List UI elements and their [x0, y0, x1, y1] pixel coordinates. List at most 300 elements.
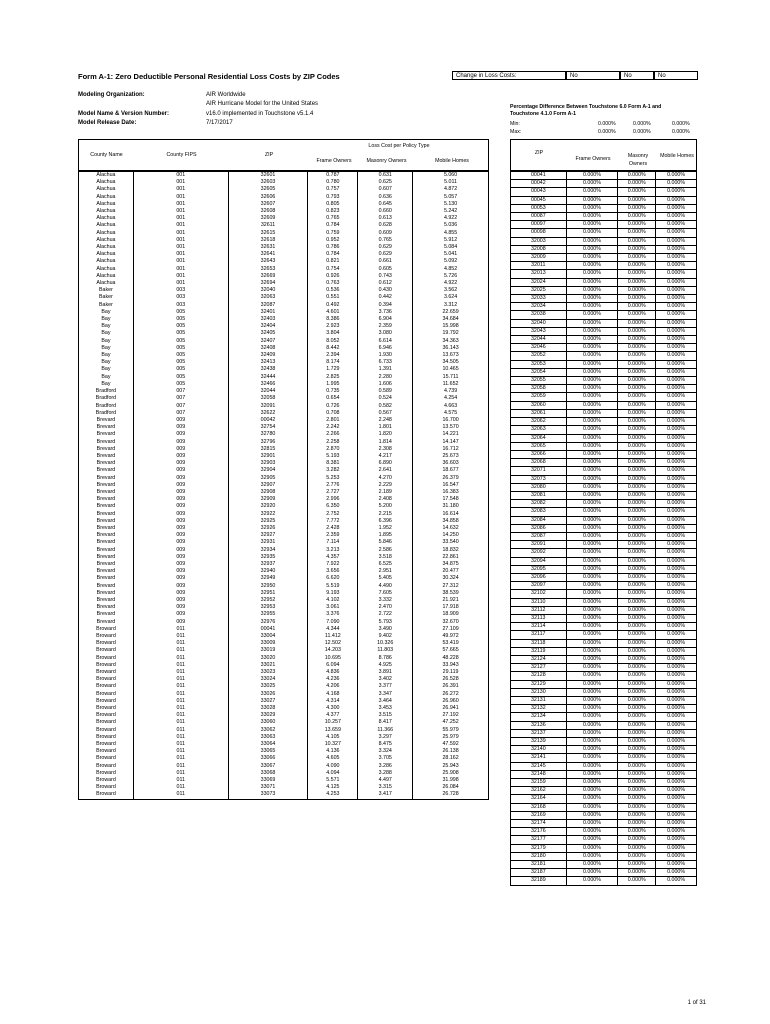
table-row [79, 683, 489, 690]
county-fips-cell: 001 [133, 201, 228, 208]
table-row [79, 179, 489, 186]
table-row [79, 719, 489, 726]
pct-frame-cell: 0.000% [566, 344, 618, 352]
mobile-homes-cell: 26.379 [413, 475, 489, 482]
mobile-homes-cell: 5.726 [413, 273, 489, 280]
table-row [79, 511, 489, 518]
frame-owners-cell: 0.765 [308, 215, 358, 222]
mobile-homes-cell: 13.570 [413, 424, 489, 431]
mobile-homes-cell: 16.700 [413, 417, 489, 424]
county-name-cell: Broward [79, 770, 134, 777]
table-row [79, 194, 489, 201]
pct-zip-cell: 32159 [511, 779, 567, 787]
pct-zip-cell: 32124 [511, 655, 567, 663]
pct-frame-cell: 0.000% [566, 697, 618, 705]
masonry-owners-cell: 2.951 [358, 568, 413, 575]
pct-mobile-cell: 0.000% [656, 500, 697, 508]
frame-owners-cell: 4.836 [308, 669, 358, 676]
table-row [79, 532, 489, 539]
county-name-cell: Alachua [79, 186, 134, 193]
county-fips-cell: 011 [133, 691, 228, 698]
county-fips-cell: 011 [133, 626, 228, 633]
county-fips-cell: 009 [133, 568, 228, 575]
pct-zip-cell: 32059 [511, 393, 567, 401]
table-row [511, 713, 697, 721]
table-row [511, 475, 697, 483]
county-name-cell: Broward [79, 633, 134, 640]
county-fips-cell: 011 [133, 712, 228, 719]
pct-mobile-cell: 0.000% [656, 770, 697, 778]
table-row [511, 524, 697, 532]
table-row [79, 273, 489, 280]
table-row [511, 598, 697, 606]
mobile-homes-cell: 10.465 [413, 366, 489, 373]
mobile-homes-cell: 16.614 [413, 511, 489, 518]
pct-mobile-cell: 0.000% [656, 549, 697, 557]
pct-masonry-cell: 0.000% [618, 254, 656, 262]
zip-cell: 32438 [228, 366, 308, 373]
mobile-homes-cell: 34.875 [413, 561, 489, 568]
zip-cell: 32618 [228, 237, 308, 244]
table-row [79, 482, 489, 489]
pct-frame-cell: 0.000% [566, 393, 618, 401]
zip-cell: 33066 [228, 755, 308, 762]
pct-frame-cell: 0.000% [566, 270, 618, 278]
pct-mobile-cell: 0.000% [656, 623, 697, 631]
pct-mobile-cell: 0.000% [656, 229, 697, 237]
masonry-owners-cell: 9.402 [358, 633, 413, 640]
pct-masonry-cell: 0.000% [618, 598, 656, 606]
frame-owners-cell: 2.801 [308, 417, 358, 424]
mobile-homes-cell: 3.624 [413, 294, 489, 301]
table-row [511, 557, 697, 565]
county-fips-cell: 005 [133, 381, 228, 388]
county-name-cell: Broward [79, 705, 134, 712]
county-fips-cell: 011 [133, 741, 228, 748]
masonry-owners-cell: 1.820 [358, 431, 413, 438]
mobile-homes-cell: 18.909 [413, 611, 489, 618]
county-name-cell: Brevard [79, 583, 134, 590]
pct-masonry-cell: 0.000% [618, 221, 656, 229]
pct-mobile-cell: 0.000% [656, 639, 697, 647]
table-row [511, 229, 697, 237]
pct-zip-cell: 32013 [511, 270, 567, 278]
zip-cell: 32949 [228, 575, 308, 582]
table-row [511, 319, 697, 327]
mobile-homes-cell: 34.684 [413, 316, 489, 323]
table-row [511, 828, 697, 836]
zip-cell: 33069 [228, 777, 308, 784]
pct-masonry-cell: 0.000% [618, 467, 656, 475]
max-label: Max: [510, 129, 522, 135]
pct-mobile-cell: 0.000% [656, 360, 697, 368]
pct-frame-cell: 0.000% [566, 664, 618, 672]
county-fips-cell: 011 [133, 727, 228, 734]
table-row [511, 286, 697, 294]
county-name-cell: Brevard [79, 446, 134, 453]
frame-owners-cell: 8.442 [308, 345, 358, 352]
pct-masonry-cell: 0.000% [618, 393, 656, 401]
pct-mobile-cell: 0.000% [656, 180, 697, 188]
masonry-owners-cell: 0.524 [358, 395, 413, 402]
county-fips-cell: 005 [133, 359, 228, 366]
zip-cell: 33060 [228, 719, 308, 726]
county-name-cell: Bay [79, 381, 134, 388]
table-row [79, 734, 489, 741]
table-row [79, 172, 489, 180]
county-fips-cell: 001 [133, 237, 228, 244]
frame-owners-cell: 4.377 [308, 712, 358, 719]
min-value-1: 0.000% [598, 121, 616, 127]
county-name-cell: Brevard [79, 525, 134, 532]
county-name-cell: Alachua [79, 208, 134, 215]
pct-masonry-cell: 0.000% [618, 541, 656, 549]
table-row [511, 188, 697, 196]
table-row [511, 582, 697, 590]
table-row [511, 820, 697, 828]
county-fips-cell: 011 [133, 698, 228, 705]
masonry-owners-cell: 5.846 [358, 539, 413, 546]
mobile-homes-cell: 47.252 [413, 719, 489, 726]
table-row [79, 294, 489, 301]
county-fips-cell: 005 [133, 316, 228, 323]
table-row [79, 323, 489, 330]
table-row [511, 385, 697, 393]
mobile-homes-cell: 26.272 [413, 691, 489, 698]
masonry-owners-cell: 3.705 [358, 755, 413, 762]
frame-owners-cell: 2.996 [308, 496, 358, 503]
pct-frame-cell: 0.000% [566, 180, 618, 188]
pct-frame-cell: 0.000% [566, 836, 618, 844]
masonry-owners-cell: 3.080 [358, 330, 413, 337]
pct-frame-cell: 0.000% [566, 377, 618, 385]
pct-frame-cell: 0.000% [566, 262, 618, 270]
county-fips-cell: 001 [133, 208, 228, 215]
pct-masonry-cell: 0.000% [618, 303, 656, 311]
pct-mobile-cell: 0.000% [656, 286, 697, 294]
county-name-cell: Alachua [79, 230, 134, 237]
zip-cell: 32780 [228, 431, 308, 438]
mobile-homes-cell: 27.109 [413, 626, 489, 633]
frame-owners-cell: 2.776 [308, 482, 358, 489]
zip-cell: 33020 [228, 655, 308, 662]
county-fips-cell: 011 [133, 784, 228, 791]
frame-owners-cell: 4.314 [308, 698, 358, 705]
pct-frame-cell: 0.000% [566, 532, 618, 540]
county-fips-cell: 009 [133, 503, 228, 510]
table-row [79, 403, 489, 410]
pct-mobile-cell: 0.000% [656, 393, 697, 401]
county-name-cell: Broward [79, 698, 134, 705]
masonry-owners-cell: 2.229 [358, 482, 413, 489]
table-row [511, 631, 697, 639]
table-row [79, 215, 489, 222]
pct-zip-cell: 32044 [511, 336, 567, 344]
zip-cell: 32601 [228, 172, 308, 180]
masonry-owners-cell: 0.442 [358, 294, 413, 301]
frame-owners-cell: 1.995 [308, 381, 358, 388]
zip-cell: 32653 [228, 266, 308, 273]
table-row [79, 669, 489, 676]
masonry-owners-cell: 3.297 [358, 734, 413, 741]
mobile-homes-cell: 5.036 [413, 222, 489, 229]
table-row [511, 573, 697, 581]
county-fips-cell: 009 [133, 525, 228, 532]
pct-masonry-cell: 0.000% [618, 738, 656, 746]
county-fips-cell: 009 [133, 417, 228, 424]
frame-owners-cell: 2.394 [308, 352, 358, 359]
table-row [79, 626, 489, 633]
masonry-owners-cell: 2.359 [358, 323, 413, 330]
mobile-homes-cell: 33.943 [413, 662, 489, 669]
frame-owners-cell: 2.242 [308, 424, 358, 431]
table-row [511, 483, 697, 491]
frame-owners-cell: 8.174 [308, 359, 358, 366]
zip-cell: 33068 [228, 770, 308, 777]
county-name-cell: Brevard [79, 489, 134, 496]
zip-cell: 32934 [228, 547, 308, 554]
zip-cell: 32444 [228, 374, 308, 381]
mobile-homes-cell: 4.852 [413, 266, 489, 273]
pct-mobile-cell: 0.000% [656, 573, 697, 581]
table-row [79, 345, 489, 352]
county-fips-cell: 009 [133, 619, 228, 626]
table-row [511, 467, 697, 475]
pct-frame-cell: 0.000% [566, 188, 618, 196]
zip-cell: 33025 [228, 683, 308, 690]
masonry-owners-cell: 2.470 [358, 604, 413, 611]
pct-zip-cell: 32169 [511, 811, 567, 819]
pct-mobile-cell: 0.000% [656, 172, 697, 180]
pct-frame-cell: 0.000% [566, 606, 618, 614]
frame-owners-cell: 3.376 [308, 611, 358, 618]
pct-frame-cell: 0.000% [566, 631, 618, 639]
mobile-homes-cell: 33.540 [413, 539, 489, 546]
masonry-owners-cell: 2.280 [358, 374, 413, 381]
masonry-owners-cell: 3.377 [358, 683, 413, 690]
frame-owners-cell: 11.412 [308, 633, 358, 640]
pct-zip-cell: 32113 [511, 614, 567, 622]
mobile-homes-cell: 4.575 [413, 410, 489, 417]
pct-zip-cell: 32179 [511, 844, 567, 852]
county-name-cell: Broward [79, 676, 134, 683]
zip-cell: 32466 [228, 381, 308, 388]
mobile-homes-cell: 5.084 [413, 244, 489, 251]
county-fips-cell: 011 [133, 791, 228, 799]
pct-zip-cell: 32055 [511, 377, 567, 385]
pct-zip-cell: 32095 [511, 565, 567, 573]
frame-owners-cell: 2.752 [308, 511, 358, 518]
pct-frame-cell: 0.000% [566, 590, 618, 598]
pct-masonry-cell: 0.000% [618, 795, 656, 803]
table-row [79, 424, 489, 431]
table-row [79, 208, 489, 215]
county-name-cell: Broward [79, 662, 134, 669]
masonry-owners-cell: 3.736 [358, 309, 413, 316]
pct-zip-cell: 32043 [511, 327, 567, 335]
county-name-cell: Broward [79, 719, 134, 726]
loss-cost-table [78, 171, 489, 800]
county-name-cell: Alachua [79, 215, 134, 222]
masonry-owners-cell: 6.904 [358, 316, 413, 323]
table-row [79, 633, 489, 640]
col-mobile-homes: Mobile Homes [435, 158, 469, 164]
county-name-cell: Brevard [79, 431, 134, 438]
table-row [79, 475, 489, 482]
table-row [511, 697, 697, 705]
pct-masonry-cell: 0.000% [618, 418, 656, 426]
pct-zip-cell: 32065 [511, 442, 567, 450]
table-row [511, 541, 697, 549]
table-row [511, 344, 697, 352]
mobile-homes-cell: 25.673 [413, 453, 489, 460]
table-row [511, 213, 697, 221]
pct-masonry-cell: 0.000% [618, 295, 656, 303]
county-fips-cell: 011 [133, 748, 228, 755]
mobile-homes-cell: 26.960 [413, 698, 489, 705]
pct-zip-cell: 00087 [511, 213, 567, 221]
pct-mobile-cell: 0.000% [656, 762, 697, 770]
masonry-owners-cell: 0.567 [358, 410, 413, 417]
county-name-cell: Brevard [79, 554, 134, 561]
pct-mobile-cell: 0.000% [656, 262, 697, 270]
county-name-cell: Brevard [79, 503, 134, 510]
max-value-1: 0.000% [598, 129, 616, 135]
frame-owners-cell: 3.804 [308, 330, 358, 337]
table-row [79, 539, 489, 546]
pct-masonry-cell: 0.000% [618, 729, 656, 737]
frame-owners-cell: 5.519 [308, 583, 358, 590]
county-fips-cell: 007 [133, 395, 228, 402]
pct-mobile-cell: 0.000% [656, 738, 697, 746]
masonry-owners-cell: 0.613 [358, 215, 413, 222]
mobile-homes-cell: 26.728 [413, 791, 489, 799]
mobile-homes-cell: 18.832 [413, 547, 489, 554]
pct-mobile-cell: 0.000% [656, 409, 697, 417]
pct-zip-cell: 32025 [511, 286, 567, 294]
masonry-owners-cell: 1.814 [358, 439, 413, 446]
zip-cell: 33071 [228, 784, 308, 791]
county-name-cell: Brevard [79, 467, 134, 474]
frame-owners-cell: 3.061 [308, 604, 358, 611]
pct-mobile-cell: 0.000% [656, 836, 697, 844]
pct-mobile-cell: 0.000% [656, 787, 697, 795]
pct-zip-cell: 32117 [511, 631, 567, 639]
masonry-owners-cell: 0.661 [358, 258, 413, 265]
table-row [511, 172, 697, 180]
table-row [79, 597, 489, 604]
pct-mobile-cell: 0.000% [656, 828, 697, 836]
pct-masonry-cell: 0.000% [618, 770, 656, 778]
change-label: Change in Loss Costs: [452, 71, 566, 80]
mobile-homes-cell: 4.739 [413, 388, 489, 395]
table-row [79, 309, 489, 316]
county-fips-cell: 011 [133, 770, 228, 777]
min-value-2: 0.000% [633, 121, 651, 127]
pct-frame-cell: 0.000% [566, 672, 618, 680]
pct-frame-cell: 0.000% [566, 852, 618, 860]
masonry-owners-cell: 2.586 [358, 547, 413, 554]
pct-masonry-cell: 0.000% [618, 180, 656, 188]
frame-owners-cell: 10.327 [308, 741, 358, 748]
pct-zip-cell: 32137 [511, 729, 567, 737]
pct-zip-cell: 32084 [511, 516, 567, 524]
pct-masonry-cell: 0.000% [618, 172, 656, 180]
county-name-cell: Bradford [79, 395, 134, 402]
table-row [511, 393, 697, 401]
masonry-owners-cell: 0.612 [358, 280, 413, 287]
county-name-cell: Broward [79, 727, 134, 734]
table-row [511, 270, 697, 278]
pct-frame-cell: 0.000% [566, 877, 618, 885]
frame-owners-cell: 4.094 [308, 770, 358, 777]
pct-masonry-cell: 0.000% [618, 524, 656, 532]
mobile-homes-cell: 27.192 [413, 712, 489, 719]
county-name-cell: Brevard [79, 439, 134, 446]
table-row [511, 549, 697, 557]
pct-mobile-cell: 0.000% [656, 705, 697, 713]
frame-owners-cell: 7.090 [308, 619, 358, 626]
pct-mobile-cell: 0.000% [656, 614, 697, 622]
masonry-owners-cell: 3.286 [358, 763, 413, 770]
zip-cell: 32908 [228, 489, 308, 496]
masonry-owners-cell: 2.248 [358, 417, 413, 424]
pct-zip-cell: 32011 [511, 262, 567, 270]
zip-cell: 33021 [228, 662, 308, 669]
mobile-homes-cell: 4.922 [413, 280, 489, 287]
county-fips-cell: 001 [133, 280, 228, 287]
frame-owners-cell: 0.763 [308, 280, 358, 287]
pct-masonry-cell: 0.000% [618, 532, 656, 540]
pct-masonry-cell: 0.000% [618, 401, 656, 409]
pct-frame-cell: 0.000% [566, 311, 618, 319]
pct-masonry-cell: 0.000% [618, 368, 656, 376]
county-name-cell: Brevard [79, 482, 134, 489]
county-fips-cell: 003 [133, 287, 228, 294]
frame-owners-cell: 2.870 [308, 446, 358, 453]
county-name-cell: Brevard [79, 518, 134, 525]
pct-frame-cell: 0.000% [566, 368, 618, 376]
masonry-owners-cell: 6.946 [358, 345, 413, 352]
masonry-owners-cell: 1.606 [358, 381, 413, 388]
masonry-owners-cell: 4.925 [358, 662, 413, 669]
table-row [79, 395, 489, 402]
county-fips-cell: 005 [133, 345, 228, 352]
table-row [79, 201, 489, 208]
pct-mobile-cell: 0.000% [656, 303, 697, 311]
county-name-cell: Brevard [79, 475, 134, 482]
table-row [511, 787, 697, 795]
county-name-cell: Brevard [79, 539, 134, 546]
frame-owners-cell: 0.823 [308, 208, 358, 215]
pct-masonry-cell: 0.000% [618, 491, 656, 499]
pct-frame-cell: 0.000% [566, 729, 618, 737]
pct-zip-cell: 32060 [511, 401, 567, 409]
mobile-homes-cell: 26.528 [413, 676, 489, 683]
county-fips-cell: 011 [133, 719, 228, 726]
zip-cell: 32622 [228, 410, 308, 417]
pct-zip-cell: 32168 [511, 803, 567, 811]
table-row [511, 762, 697, 770]
county-name-cell: Broward [79, 712, 134, 719]
table-row [79, 338, 489, 345]
pct-masonry-cell: 0.000% [618, 336, 656, 344]
pct-masonry-cell: 0.000% [618, 319, 656, 327]
masonry-owners-cell: 2.408 [358, 496, 413, 503]
pct-frame-cell: 0.000% [566, 327, 618, 335]
pct-frame-cell: 0.000% [566, 803, 618, 811]
table-row [79, 705, 489, 712]
